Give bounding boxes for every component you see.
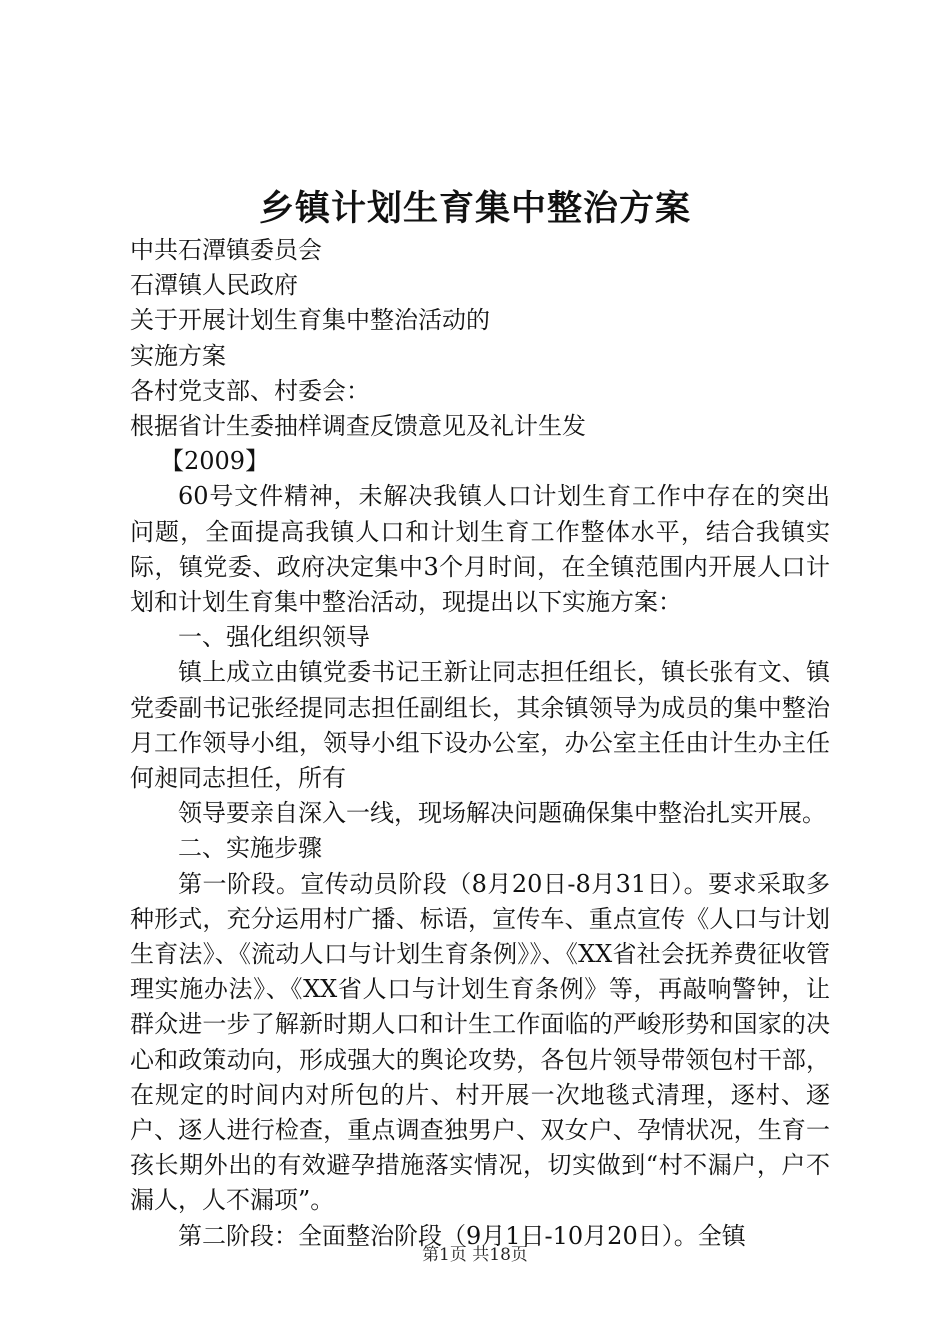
section-heading: 二、实施步骤 (178, 834, 322, 863)
addressee-line: 各村党支部、村委会： (130, 376, 370, 405)
subject-line: 关于开展计划生育集中整治活动的 (130, 306, 490, 335)
issuer-line: 中共石潭镇委员会 (130, 236, 322, 264)
document-body (130, 233, 830, 1254)
body-paragraph: 60号文件精神，未解决我镇人口计划生育工作中存在的突出问题，全面提高我镇人口和计划生育工作整体水平，结合我镇实际，镇党委、政府决定集中3个月时间，在全镇范围内开展人口计划和计划生育集中整治活动，现提出以下实施方案： (130, 482, 830, 617)
body-paragraph: 领导要亲自深入一线，现场解决问题确保集中整治扎实开展。 (178, 799, 826, 828)
body-paragraph: 镇上成立由镇党委书记王新让同志担任组长，镇长张有文、镇党委副书记张经提同志担任副组长，其余镇领导为成员的集中整治月工作领导小组，领导小组下设办公室，办公室主任由计生办主任何昶同志担任，所有 (130, 658, 830, 793)
subject-line: 实施方案 (130, 341, 226, 370)
doc-number: 【2009】 (160, 447, 270, 476)
page-footer: 第1页 共18页 (422, 1245, 528, 1265)
document-title: 乡镇计划生育集中整治方案 (258, 189, 691, 229)
body-paragraph: 第二阶段：全面整治阶段（9月1日-10月20日）。全镇 (178, 1221, 746, 1250)
reference-line: 根据省计生委抽样调查反馈意见及礼计生发 (130, 412, 586, 441)
section-heading: 一、强化组织领导 (178, 623, 370, 652)
issuer-line: 石潭镇人民政府 (130, 271, 298, 300)
body-paragraph: 第一阶段。宣传动员阶段（8月20日-8月31日）。要求采取多种形式，充分运用村广播、标语，宣传车、重点宣传《人口与计划生育法》、《流动人口与计划生育条例》》、《XX省社会抚养费征收管理实施办法》、《XX省人口与计划生育条例》等，再敲响警钟，让群众进一步了解新时期人口和计生工作面临的严峻形势和国家的决心和政策动向，形成强大的舆论攻势，各包片领导带领包村干部，在规定的时间内对所包的片、村开展一次地毯式清理，逐村、逐户、逐人进行检查，重点调查独男户、双女户、孕情状况，生育一孩长期外出的有效避孕措施落实情况，切实做到“村不漏户，户不漏人，人不漏项”。 (130, 869, 830, 1215)
